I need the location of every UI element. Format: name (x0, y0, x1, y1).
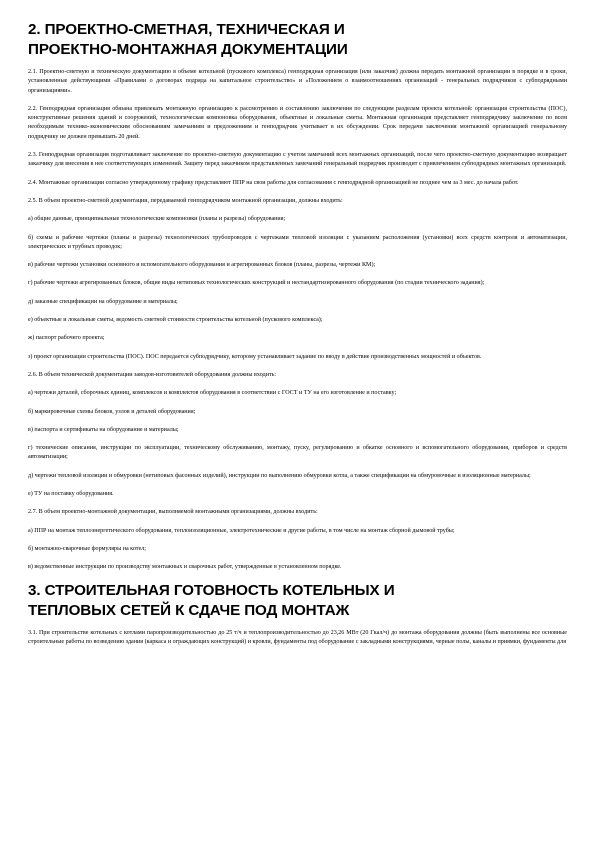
section-3-title-line-1: 3. СТРОИТЕЛЬНАЯ ГОТОВНОСТЬ КОТЕЛЬНЫХ И (28, 581, 395, 599)
paragraph-2-3: 2.3. Генподрядная организация подготавливает заключение по проектно-сметную документацию с учетом замечаний всех монтажных организаций, после чего проектно-сметную документацию возвращает заказчику для внесения в нее соответствующих изменений. Защиту перед заказчиком представленных замечаний генеральный подрядчик производит с привлечением субподрядных монтажных организаций. (28, 152, 567, 168)
paragraph-2-7: 2.7. В объем проектно-монтажной документации, выполняемой монтажными организациями, должны входить: (28, 509, 318, 516)
paragraph-2-4: 2.4. Монтажные организации согласно утвержденному графику представляют ППР на свои работы для согласования с генподрядной организацией не позднее чем за 3 мес. до начала работ. (28, 179, 519, 186)
list-item-2-5-v: в) рабочие чертежи установки основного и вспомогательного оборудования и агрегированных блоков (планы, разрезы, чертежи КМ); (28, 262, 376, 269)
list-item-2-6-e: е) ТУ на поставку оборудования. (28, 491, 114, 498)
section-2-title (28, 20, 567, 60)
paragraph-3-1: 3.1. При строительстве котельных с котлами паропроизводительностью до 25 т/ч и теплопроизводительностью до 23,26 МВт (20 Гкал/ч) до монтажа оборудования должны (быть выполнены все основные строительные работы по возведению здания (каркаса и ограждающих конструкций) и кровли, фундаменты под оборудование с закладными конструкциями, черные полы, каналы и приямки, фундаменты для (28, 629, 567, 645)
list-item-2-5-d: д) заказные спецификации на оборудование и материалы; (28, 298, 178, 305)
list-item-2-7-b: б) монтажно-сварочные формуляры на котел; (28, 545, 146, 552)
section-3-title-line-2: ТЕПЛОВЫХ СЕТЕЙ К СДАЧЕ ПОД МОНТАЖ (28, 601, 350, 619)
list-item-2-6-g: г) технические описания, инструкции по эксплуатации, техническому обслуживанию, монтажу, пуску, регулированию и обкатке основного и вспомогательного оборудования, приборов и средств автоматизации; (28, 445, 567, 461)
list-item-2-6-d: д) чертежи тепловой изоляции и обмуровки (нетиповых фасонных изделий), инструкции по выполнению обмуровки котла, а также спецификации на обмуровочные и изоляционные материалы; (28, 472, 531, 479)
list-item-2-5-a: а) общие данные, принципиальные технологические компоновки (планы и разрезы) оборудования; (28, 216, 286, 223)
list-item-2-6-a: а) чертежи деталей, сборочных единиц, комплексов и комплектов оборудования в соответствии с ГОСТ и ТУ на его изготовление и поставку; (28, 390, 397, 397)
paragraph-2-6: 2.6. В объем технической документации заводов-изготовителей оборудования должны входить: (28, 371, 277, 378)
list-item-2-6-v: в) паспорта и сертификаты на оборудование и материалы; (28, 426, 179, 433)
section-2-title-line-2: ПРОЕКТНО-МОНТАЖНАЯ ДОКУМЕНТАЦИИ (28, 41, 348, 58)
list-item-2-7-a: а) ППР на монтаж теплоэнергетического оборудования, теплоизоляционные, электротехнические и другие работы, в том числе на монтаж сборной дымовой трубы; (28, 527, 455, 534)
list-item-2-5-g: г) рабочие чертежи агрегированных блоков, общие виды нетиповых технологических конструкций и нестандартизированного оборудования (по стадии технического задания); (28, 280, 485, 287)
paragraph-2-1: 2.1. Проектно-сметную и техническую документацию в объеме котельной (пускового комплекса) генподрядная организация (или заказчик) должна передать монтажной организации в порядке и в сроки, установленные действующими «Правилами о договорах подряда на капитальное строительство» и «Положением о взаимоотношениях организаций - генеральных подрядчиков с субподрядными организациями». (28, 69, 567, 94)
section-2-title-line-1: 2. ПРОЕКТНО-СМЕТНАЯ, ТЕХНИЧЕСКАЯ И (28, 21, 345, 38)
section-3-title (28, 581, 567, 621)
list-item-2-5-zh: ж) паспорт рабочего проекта; (28, 335, 105, 342)
section-2-body (28, 68, 567, 573)
paragraph-2-5: 2.5. В объем проектно-сметной документации, передаваемой генподрядчиком монтажной организации, должны входить: (28, 197, 343, 204)
section-3-body (28, 629, 567, 648)
list-item-2-7-v: в) ведомственные инструкции по производству монтажных и сварочных работ, утвержденные в установленном порядке. (28, 564, 342, 571)
list-item-2-6-b: б) маркировочные схемы блоков, узлов и деталей оборудования; (28, 408, 196, 415)
list-item-2-5-z: з) проект организации строительства (ПОС). ПОС передается субподрядчику, которому устанавливает задание по вводу в действие производственных мощностей и объектов. (28, 353, 482, 360)
paragraph-2-2: 2.2. Генподрядная организация обязана привлекать монтажную организацию к рассмотрению и составлению заключения по следующим разделам проекта котельной: организация строительства (ПОС), конструктивные решения зданий и сооружений, технологическая компоновка оборудования, объектные и локальные сметы. Монтажная организация представляет генподрядчику заключение по всем необходимым технико-экономическим обоснованиям замечаниям и предложениям и генподрядчик учитывает в их обсуждении. Срок передачи заключения монтажной организацией генеральному подрядчику не должен превышать 20 дней. (28, 105, 567, 140)
list-item-2-5-b: б) схемы и рабочие чертежи (планы и разрезы) технологических трубопроводов с чертежами тепловой изоляции с указанием расположения (установки) всех средств контроля и автоматизации, электрических и трубных проводок; (28, 234, 567, 250)
list-item-2-5-e: е) объектные и локальные сметы, ведомость сметной стоимости строительства котельной (пускового комплекса); (28, 317, 323, 324)
